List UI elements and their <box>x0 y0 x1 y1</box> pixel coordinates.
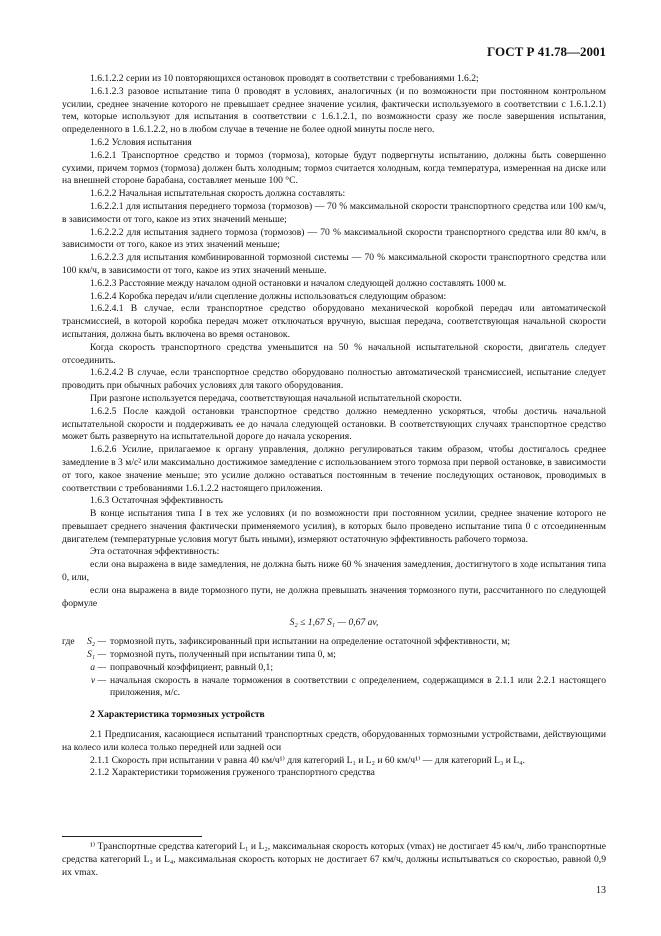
document-header: ГОСТ Р 41.78—2001 <box>487 44 606 59</box>
page-number: 13 <box>596 885 606 896</box>
paragraph: Эта остаточная эффективность: <box>90 546 220 558</box>
legend-text: начальная скорость в начале торможения в соответствии с определением, содержащимся в 2.1.1 или 2.2.1 настоящего приложения, м/с. <box>110 674 606 699</box>
paragraph: 1.6.2.6 Усилие, прилагаемое к органу управления, должно регулироваться таким образом, чтобы достигалось среднее замедление в 3 м/с² или максимально достижимое замедление с использованием этого тормоза при первой остановке, в зависимости от того, какое значение меньше; это усилие должно оставаться постоянным в течение последующих остановок, проводимых в соответствии с требованиями 1.6.1.2.2 настоящего приложения. <box>62 444 606 494</box>
paragraph: если она выражена в виде замедления, не должна быть ниже 60 % значения замедления, достигнутого в ходе испытания типа 0, или, <box>62 559 606 584</box>
paragraph: 1.6.2.5 После каждой остановки транспортное средство должно немедленно ускоряться, чтобы достичь начальной испытательной скорости и поддерживать ее до начала следующей остановки. В соответствующих случаях транспортное средство может быть развернуто на испытательной дороге до начала ускорения. <box>62 405 606 443</box>
footnote: ¹⁾ Транспортные средства категорий L₁ и L₂, максимальная скорость которых (vmax) не достигает 45 км/ч, либо транспортные средства категорий L₃ и L₄, максимальная скорость которых не достигает 67 км/ч, должны испытываться со скоростью, равной 0,9 их vmax. <box>62 841 606 878</box>
legend-row <box>62 636 606 649</box>
paragraph: 1.6.1.2.3 разовое испытание типа 0 проводят в условиях, аналогичных (и по возможности при постоянном контрольном усилии, среднее значение которого не превышает среднее значение усилия, фактически используемого в соответствии с 1.6.1.2.1) тем, которые используют для испытания в соответствии с 1.6.1.2.1, по возможности сразу же после завершения испытания, определенного в 1.6.1.2.2, но в любом случае в течение не более одной минуты после него. <box>62 85 606 136</box>
subsection-title: 1.6.2 Условия испытания <box>90 136 192 148</box>
paragraph: При разгоне используется передача, соответствующая начальной испытательной скорости. <box>90 392 462 404</box>
legend-symbol: a — <box>90 661 106 673</box>
legend-symbol: v — <box>90 674 106 686</box>
legend-lead: где <box>62 636 75 648</box>
paragraph: если она выражена в виде тормозного пути, не должна превышать значения тормозного пути, рассчитанного по следующей формуле <box>62 584 606 609</box>
paragraph: 2.1 Предписания, касающиеся испытаний транспортных средств, оборудованных тормозными устройствами, действующими на колесо или колеса только передней или задней оси <box>62 729 606 753</box>
paragraph: Когда скорость транспортного средства уменьшится на 50 % начальной испытательной скорости, двигатель следует отсоединить. <box>62 341 606 366</box>
document-body <box>62 73 606 780</box>
legend-row <box>62 649 606 662</box>
legend-text: поправочный коэффициент, равный 0,1; <box>110 661 274 673</box>
legend-text: тормозной путь, зафиксированный при испытании на определение остаточной эффективности, м; <box>110 636 511 648</box>
footnote-divider <box>62 836 202 837</box>
paragraph: В конце испытания типа I в тех же условиях (и по возможности при постоянном усилии, среднее значение которого не превышает среднего значения фактически применяемого усилия), в которых было проведено испытание типа 0 с отсоединенным двигателем (температурные условия могут быть иными), измеряют остаточную эффективность рабочего тормоза. <box>62 508 606 545</box>
legend-symbol: S₂ — <box>86 636 106 648</box>
paragraph: 2.1.1 Скорость при испытании v равна 40 км/ч¹⁾ для категорий L₁ и L₂ и 60 км/ч¹⁾ — для категорий L₃ и L₄. <box>90 754 525 766</box>
legend-text: тормозной путь, полученный при испытании типа 0, м; <box>110 649 336 661</box>
paragraph: 1.6.2.2.1 для испытания переднего тормоза (тормозов) — 70 % максимальной скорости транспортного средства или 100 км/ч, в зависимости от того, какое из этих значений меньше; <box>62 200 606 225</box>
paragraph: 1.6.2.4.1 В случае, если транспортное средство оборудовано механической коробкой передач или автоматической трансмиссией, в которой коробка передач может отключаться вручную, высшая передача, соответствующая начальной скорости испытания, должна быть включена во время остановок. <box>62 303 606 340</box>
legend-symbol: S₁ — <box>86 649 106 661</box>
paragraph: 1.6.2.2 Начальная испытательная скорость должна составлять: <box>90 188 346 200</box>
paragraph: 1.6.2.2.2 для испытания заднего тормоза (тормозов) — 70 % максимальной скорости транспортного средства или 80 км/ч, в зависимости от того, какое из этих значений меньше; <box>62 226 606 251</box>
formula: S₂ ≤ 1,67 S₁ — 0,67 av, <box>289 617 379 629</box>
paragraph: 1.6.1.2.2 серии из 10 повторяющихся остановок проводят в соответствии с требованиями 1.6.2; <box>90 73 479 84</box>
paragraph: 1.6.2.4 Коробка передач и/или сцепление должны использоваться следующим образом: <box>90 290 447 302</box>
paragraph: 1.6.2.1 Транспортное средство и тормоз (тормоза), которые будут подвергнуты испытанию, должны быть совершенно сухими, причем тормоз (тормоза) должен быть холодным; тормоз считается холодным, когда температура, измеренная на диске или на внешней стороне барабана, составляет меньше 100 °С. <box>62 149 606 187</box>
formula-legend <box>62 636 606 700</box>
paragraph: 2.1.2 Характеристики торможения груженого транспортного средства <box>90 767 375 779</box>
subsection-title: 1.6.3 Остаточная эффективность <box>90 495 223 507</box>
paragraph: 1.6.2.2.3 для испытания комбинированной тормозной системы — 70 % максимальной скорости транспортного средства или 100 км/ч, в зависимости от того, какое из этих значений меньше. <box>62 252 606 276</box>
section-heading: 2 Характеристика тормозных устройств <box>90 709 265 721</box>
footnotes <box>62 836 606 879</box>
paragraph: 1.6.2.3 Расстояние между началом одной остановки и началом следующей должно составлять 1000 м. <box>90 277 507 289</box>
legend-row <box>62 662 606 675</box>
paragraph: 1.6.2.4.2 В случае, если транспортное средство оборудовано полностью автоматической трансмиссией, испытание следует проводить при обычных рабочих условиях для такого оборудования. <box>62 367 606 392</box>
legend-row <box>62 675 606 701</box>
